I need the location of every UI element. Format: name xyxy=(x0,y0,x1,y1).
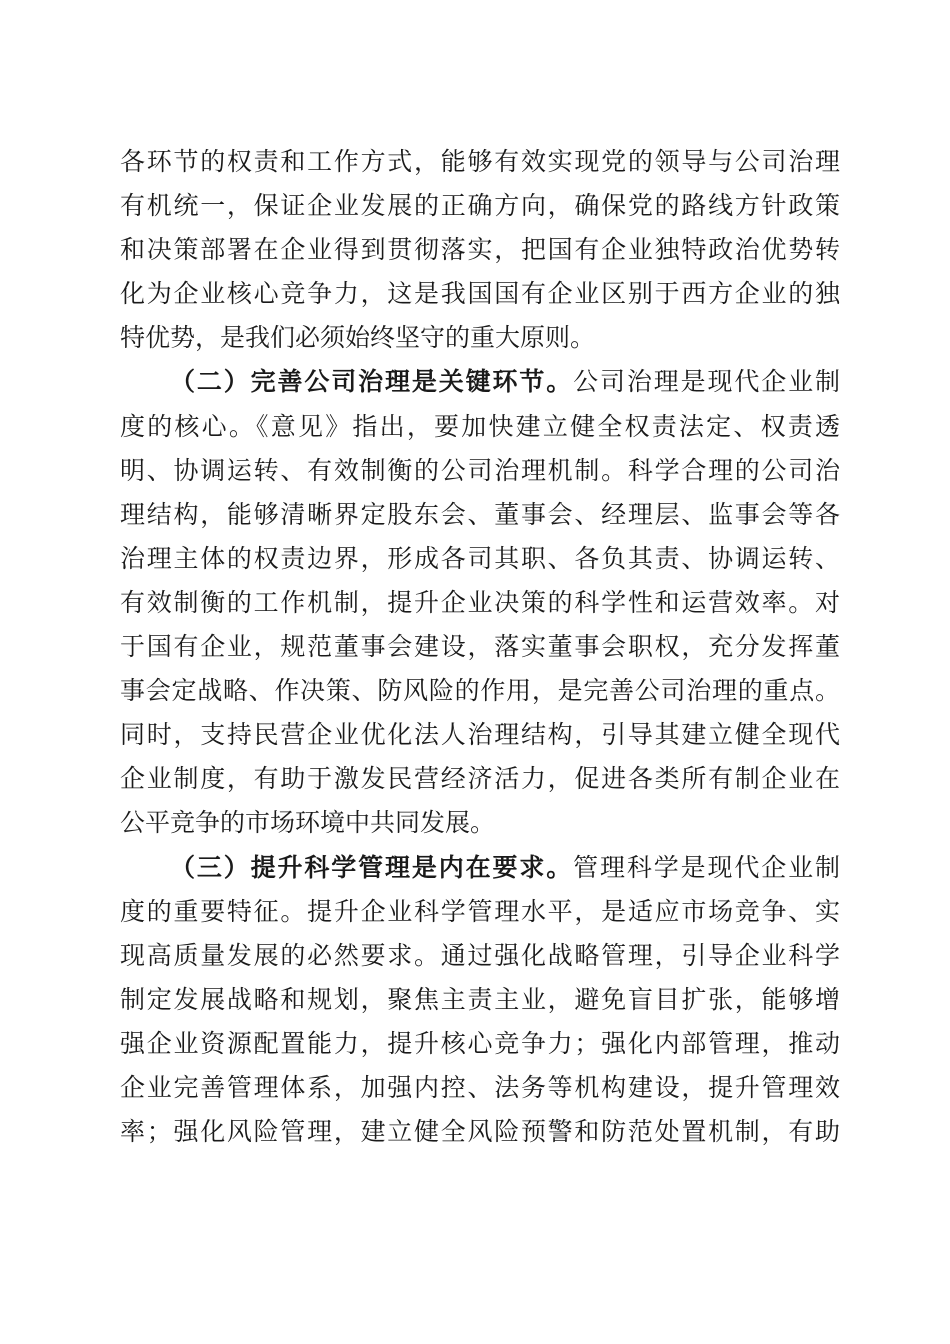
text-line: 化为企业核心竞争力，这是我国国有企业区别于西方企业的独 xyxy=(120,279,840,309)
text-line: 各环节的权责和工作方式，能够有效实现党的领导与公司治理 xyxy=(120,147,840,176)
text-run: 管理科学是现代企业制 xyxy=(573,852,840,882)
text-line: 有机统一，保证企业发展的正确方向，确保党的路线方针政策 xyxy=(120,191,840,221)
text-line: 同时，支持民营企业优化法人治理结构，引导其建立健全现代 xyxy=(120,720,840,750)
section-heading: （三）提升科学管理是内在要求。 xyxy=(170,852,574,882)
text-line: 制定发展战略和规划，聚焦主责主业，避免盲目扩张，能够增 xyxy=(120,984,840,1014)
text-line: 公平竞争的市场环境中共同发展。 xyxy=(120,808,496,838)
text-line: 率；强化风险管理，建立健全风险预警和防范处置机制，有助 xyxy=(120,1117,840,1147)
text-line: 度的重要特征。提升企业科学管理水平，是适应市场竞争、实 xyxy=(120,896,840,926)
paragraph-1 xyxy=(120,140,840,360)
text-line: 有效制衡的工作机制，提升企业决策的科学性和运营效率。对 xyxy=(120,587,840,617)
text-line xyxy=(120,846,840,890)
paragraph-3 xyxy=(120,846,840,1155)
text-run: 公司治理是现代企业制 xyxy=(573,367,840,397)
text-line: 特优势，是我们必须始终坚守的重大原则。 xyxy=(120,323,596,353)
text-line: 企业完善管理体系，加强内控、法务等机构建设，提升管理效 xyxy=(120,1072,840,1102)
text-line: 现高质量发展的必然要求。通过强化战略管理，引导企业科学 xyxy=(120,940,840,970)
section-heading: （二）完善公司治理是关键环节。 xyxy=(170,367,574,397)
text-line: 明、协调运转、有效制衡的公司治理机制。科学合理的公司治 xyxy=(120,455,840,485)
text-line: 和决策部署在企业得到贯彻落实，把国有企业独特政治优势转 xyxy=(120,235,840,265)
text-line: 理结构，能够清晰界定股东会、董事会、经理层、监事会等各 xyxy=(120,499,840,529)
text-line: 企业制度，有助于激发民营经济活力，促进各类所有制企业在 xyxy=(120,764,840,794)
text-line: 度的核心。《意见》指出，要加快建立健全权责法定、权责透 xyxy=(120,411,840,441)
text-line: 强企业资源配置能力，提升核心竞争力；强化内部管理，推动 xyxy=(120,1028,840,1058)
document-page xyxy=(120,140,840,1154)
text-line xyxy=(120,360,840,404)
text-line: 于国有企业，规范董事会建设，落实董事会职权，充分发挥董 xyxy=(120,632,840,662)
text-line: 治理主体的权责边界，形成各司其职、各负其责、协调运转、 xyxy=(120,543,840,573)
paragraph-2 xyxy=(120,360,840,845)
text-line: 事会定战略、作决策、防风险的作用，是完善公司治理的重点。 xyxy=(120,676,840,706)
